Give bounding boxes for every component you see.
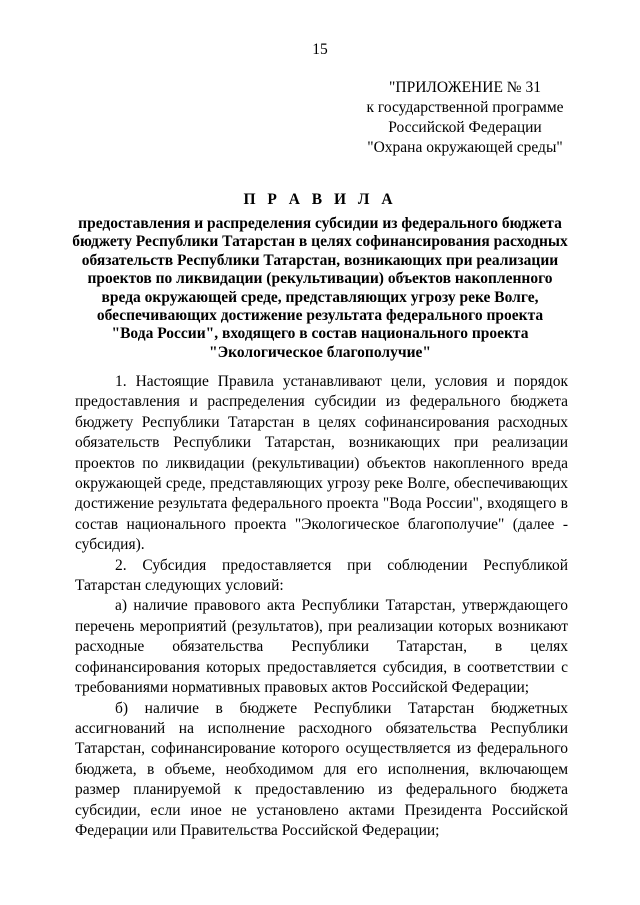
- document-subtitle: [60, 215, 580, 362]
- appendix-header: [345, 78, 585, 158]
- subtitle-line: "Экологическое благополучие": [208, 343, 432, 361]
- subtitle-line: обеспечивающих достижение результата федерального проекта: [96, 307, 544, 325]
- appendix-line: "ПРИЛОЖЕНИЕ № 31: [389, 79, 541, 96]
- subtitle-line: бюджету Республики Татарстан в целях софинансирования расходных: [72, 233, 568, 251]
- subtitle-line: "Вода России", входящего в состав национального проекта: [111, 325, 529, 343]
- document-body: [75, 372, 568, 841]
- appendix-line: к государственной программе: [366, 99, 564, 116]
- paragraph-1: 1. Настоящие Правила устанавливают цели, условия и порядок предоставления и распределения субсидии из федерального бюджета бюджету Республики Татарстан в целях софинансирования расходных обязательств Республики Татарстан, возникающих при реализации проектов по ликвидации (рекультивации) объектов накопленного вреда окружающей среде, представляющих угрозу реке Волге, обеспечивающих достижение результата федерального проекта "Вода России", входящего в состав национального проекта "Экологическое благополучие" (далее - субсидия).: [75, 373, 568, 554]
- subtitle-line: предоставления и распределения субсидии из федерального бюджета: [78, 215, 562, 232]
- document-title: П Р А В И Л А: [243, 191, 397, 208]
- subtitle-line: обязательств Республики Татарстан, возникающих при реализации: [81, 251, 559, 269]
- paragraph-2a: а) наличие правового акта Республики Татарстан, утверждающего перечень мероприятий (результатов), при реализации которых возникают расходные обязательства Республики Татарстан, в целях софинансирования которых предоставляется субсидия, в соответствии с требованиями нормативных правовых актов Российской Федерации;: [75, 597, 568, 697]
- subtitle-line: вреда окружающей среде, представляющих угрозу реке Волге,: [101, 288, 539, 306]
- paragraph-2: 2. Субсидия предоставляется при соблюдении Республикой Татарстан следующих условий:: [75, 556, 568, 595]
- appendix-line: "Охрана окружающей среды": [367, 139, 563, 156]
- appendix-line: Российской Федерации: [388, 119, 542, 136]
- subtitle-line: проектов по ликвидации (рекультивации) объектов накопленного: [87, 270, 553, 288]
- paragraph-2b: б) наличие в бюджете Республики Татарстан бюджетных ассигнований на исполнение расходного обязательства Республики Татарстан, софинансирование которого осуществляется из федерального бюджета, в объеме, необходимом для его исполнения, включающем размер планируемой к предоставлению из федерального бюджета субсидии, если иное не установлено актами Президента Российской Федерации или Правительства Российской Федерации;: [75, 699, 568, 839]
- page-number: 15: [312, 41, 328, 58]
